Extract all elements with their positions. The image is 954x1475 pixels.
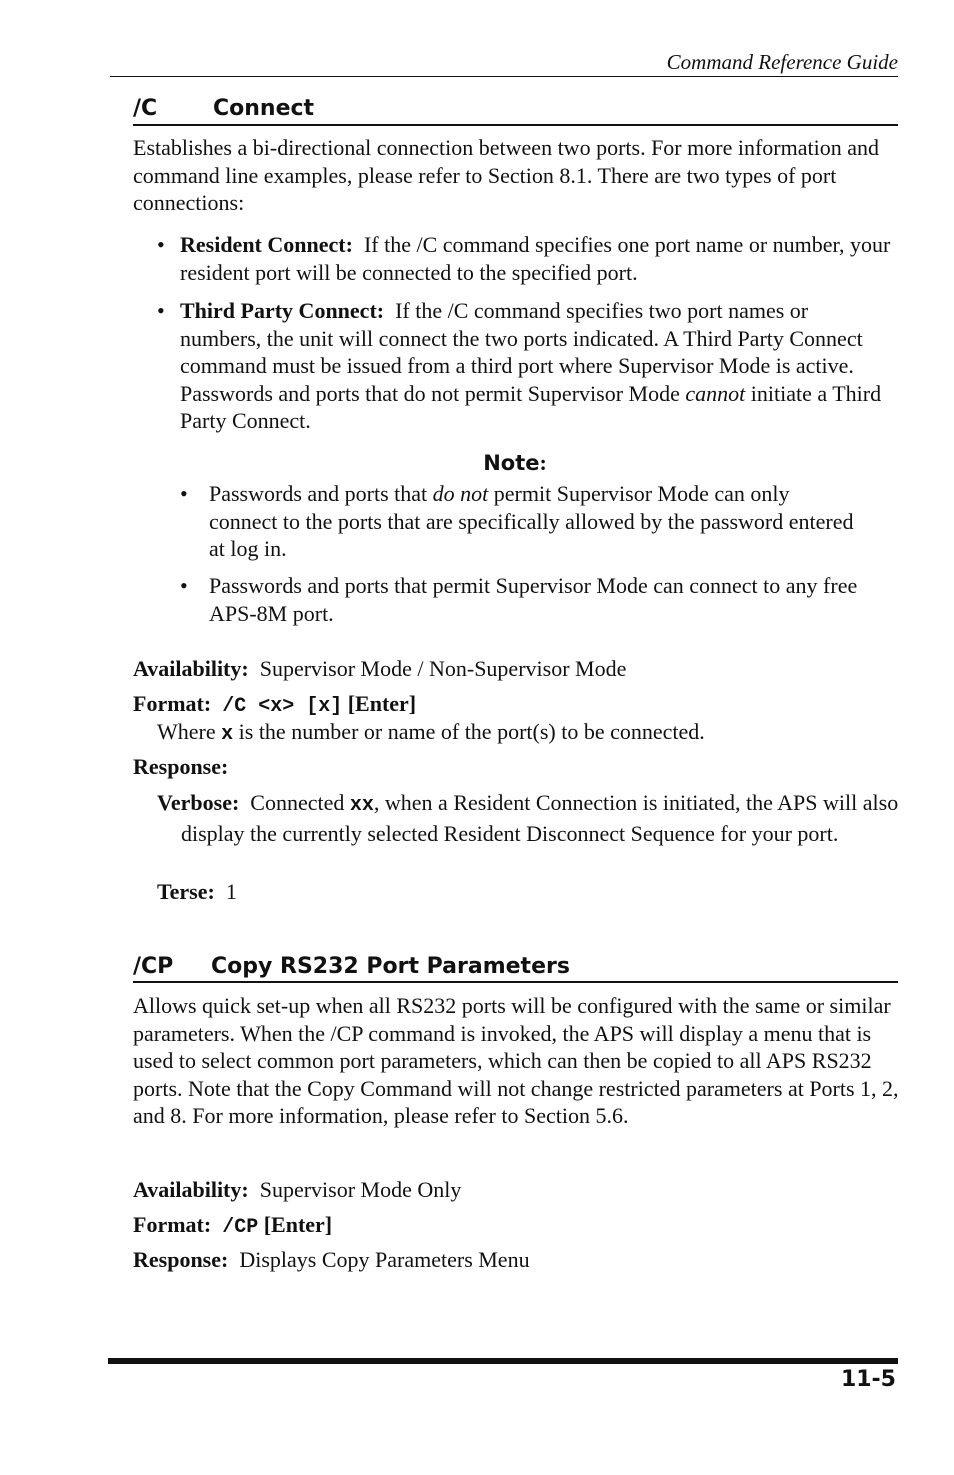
note-text: Passwords and ports that <box>209 481 428 506</box>
response-label: Response: <box>133 1247 229 1272</box>
format-label: Format: <box>133 1212 212 1237</box>
running-header: Command Reference Guide <box>666 50 898 74</box>
list-item <box>180 480 860 563</box>
availability-label: Availability: <box>133 656 249 681</box>
section-cp-command: /CP <box>133 954 174 979</box>
where-post: is the number or name of the port(s) to be connected. <box>238 719 705 744</box>
note-heading <box>0 450 954 476</box>
section-cp-title: Copy RS232 Port Parameters <box>211 954 570 979</box>
bullet-glyph: • <box>157 298 165 323</box>
bullet-emphasis: cannot <box>685 380 746 406</box>
format-code: /CP <box>222 1216 259 1239</box>
list-item <box>133 297 893 435</box>
availability-line <box>133 656 626 682</box>
section-c-intro: Establishes a bi-directional connection between two ports. For more information and command line examples, please refer to Section 8.1. There are two types of port connections: <box>133 135 879 215</box>
response-line <box>133 1247 530 1273</box>
bullet-label: Resident Connect: <box>180 232 353 257</box>
note-colon: : <box>539 450 547 475</box>
section-cp-rule <box>133 981 898 983</box>
format-enter: [Enter] <box>263 1212 333 1237</box>
terse-line <box>157 879 237 905</box>
availability-label: Availability: <box>133 1177 249 1202</box>
list-item <box>180 572 860 627</box>
where-pre: Where <box>157 719 216 744</box>
verbose-post: , when a Resident Connection is initiated, the APS will also display the currently selected Resident Disconnect Sequence for your port. <box>181 790 899 846</box>
bullet-text: If the /C command specifies two port names or numbers, the unit will connect the two ports indicated. A Third Party Connect command must be issued from a third port where Supervisor Mode is active. Passwords and ports that do not permit Supervisor Mode <box>180 298 863 406</box>
note-text-post: permit Supervisor Mode can only connect to the ports that are specifically allowed by the password entered at log in. <box>209 481 854 561</box>
note-emphasis: do not <box>432 481 489 506</box>
availability-line <box>133 1177 461 1203</box>
where-code: x <box>221 723 234 746</box>
verbose-pre: Connected <box>250 790 345 815</box>
section-c-command: /C <box>133 96 158 121</box>
format-code: /C <x> [x] <box>222 695 343 718</box>
format-line <box>133 1212 332 1239</box>
verbose-line <box>157 789 921 847</box>
where-line <box>157 719 705 746</box>
list-item <box>133 231 893 286</box>
verbose-label: Verbose: <box>157 790 240 815</box>
response-label: Response: <box>133 754 229 779</box>
note-title: Note <box>483 451 540 475</box>
format-line <box>133 691 416 718</box>
note-text: Passwords and ports that permit Supervisor Mode can connect to any free APS-8M port. <box>209 573 858 626</box>
section-c-rule <box>133 124 898 126</box>
section-c-title: Connect <box>213 96 315 121</box>
format-enter: [Enter] <box>347 691 417 716</box>
availability-value: Supervisor Mode / Non-Supervisor Mode <box>259 656 627 681</box>
header-rule <box>110 76 898 77</box>
bullet-text: If the /C command specifies one port name or number, your resident port will be connected to the specified port. <box>180 232 891 285</box>
terse-label: Terse: <box>157 879 215 904</box>
bullet-glyph: • <box>180 573 188 598</box>
footer-rule <box>108 1358 898 1364</box>
section-cp-intro: Allows quick set-up when all RS232 ports will be configured with the same or similar parameters. When the /CP command is invoked, the APS will display a menu that is used to select common port parameters, which can then be copied to all APS RS232 ports. Note that the Copy Command will not change restricted parameters at Ports 1, 2, and 8. For more information, please refer to Section 5.6. <box>133 993 899 1128</box>
page-number: 11-5 <box>840 1367 896 1392</box>
terse-value: 1 <box>225 879 237 904</box>
bullet-glyph: • <box>180 481 188 506</box>
availability-value: Supervisor Mode Only <box>259 1177 462 1202</box>
verbose-code: xx <box>349 794 374 817</box>
bullet-glyph: • <box>157 232 165 257</box>
response-value: Displays Copy Parameters Menu <box>239 1247 530 1272</box>
bullet-tail: initiate a Third Party Connect. <box>180 380 882 433</box>
bullet-label: Third Party Connect: <box>180 298 385 323</box>
format-label: Format: <box>133 691 212 716</box>
